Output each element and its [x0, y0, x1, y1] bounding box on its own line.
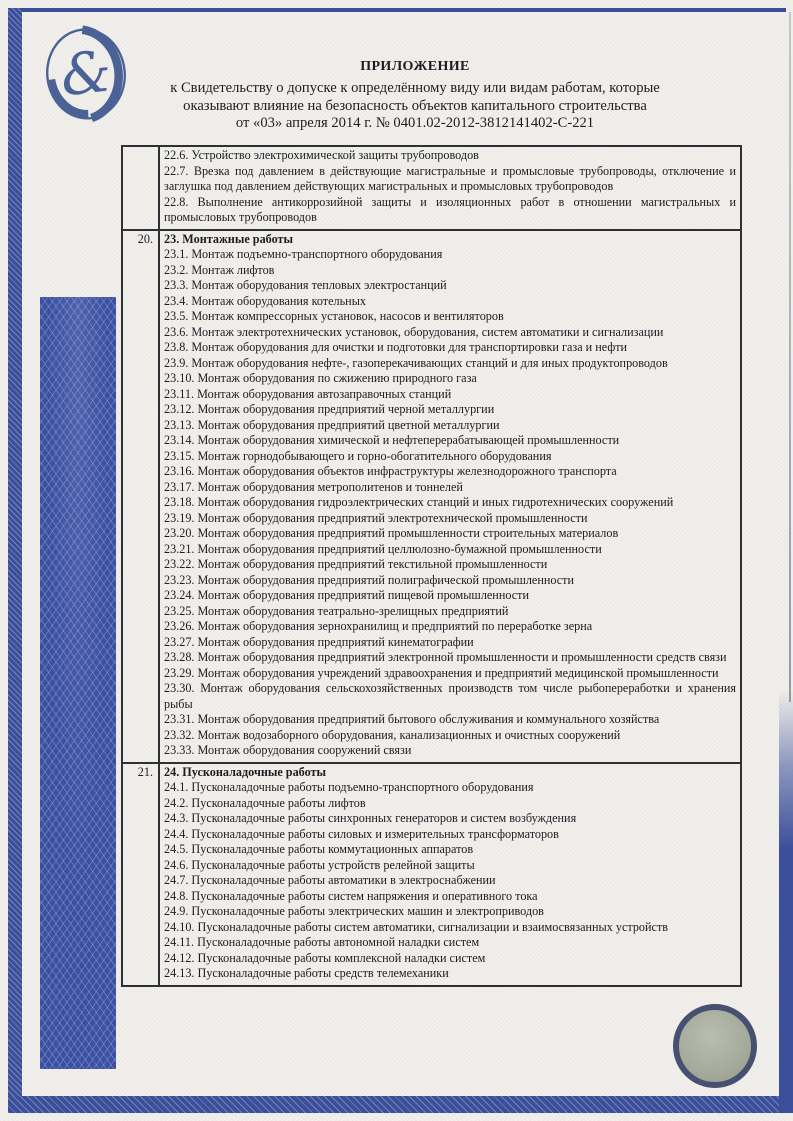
work-item: 23.5. Монтаж компрессорных установок, насосов и вентиляторов [164, 309, 504, 323]
work-item: 23.3. Монтаж оборудования тепловых электростанций [164, 278, 447, 292]
row-number [123, 147, 160, 229]
scan-edge-line [789, 12, 791, 702]
work-item: 23.27. Монтаж оборудования предприятий кинематографии [164, 634, 474, 649]
work-item: 23.25. Монтаж оборудования театрально-зрелищных предприятий [164, 603, 509, 618]
work-item: 23.12. Монтаж оборудования предприятий черной металлургии [164, 402, 495, 416]
work-item: 22.6. Устройство электрохимической защиты трубопроводов [164, 148, 479, 162]
work-item-list [164, 780, 736, 982]
work-item: 22.8. Выполнение антикоррозийной защиты и изоляционных работ в отношении магистральных и промысловых трубопроводов [164, 194, 736, 224]
work-item: 24.7. Пусконаладочные работы автоматики в электроснабжении [164, 873, 496, 887]
work-item: 23.20. Монтаж оборудования предприятий промышленности строительных материалов [164, 526, 619, 540]
work-item: 23.33. Монтаж оборудования сооружений связи [164, 743, 412, 757]
work-item: 24.9. Пусконаладочные работы электрических машин и электроприводов [164, 904, 544, 918]
work-item: 23.10. Монтаж оборудования по сжижению природного газа [164, 371, 477, 385]
work-item: 24.6. Пусконаладочные работы устройств релейной защиты [164, 857, 475, 872]
work-item: 23.21. Монтаж оборудования предприятий целлюлозно-бумажной промышленности [164, 541, 602, 556]
section-heading: 24. Пусконаладочные работы [164, 764, 327, 779]
page-border-right [779, 690, 793, 1113]
page-border-top [22, 8, 786, 12]
work-item: 22.7. Врезка под давлением в действующие магистральные и промысловые трубопроводы, отключение и заглушка под давлением действующих магистральных и промысловых трубопроводов [164, 163, 736, 193]
header-line: к Свидетельству о допуске к определённому виду или видам работам, которые [170, 80, 660, 96]
work-item: 23.16. Монтаж оборудования объектов инфраструктуры железнодорожного транспорта [164, 464, 617, 478]
work-item: 23.18. Монтаж оборудования гидроэлектрических станций и иных гидротехнических сооружений [164, 495, 674, 509]
page-border-bottom [8, 1096, 793, 1113]
works-table [121, 145, 742, 987]
work-item: 23.1. Монтаж подъемно-транспортного оборудования [164, 247, 443, 261]
page-border-left [8, 8, 22, 1108]
document-header [130, 58, 700, 133]
seal-stamp [673, 1004, 757, 1088]
work-item: 24.3. Пусконаладочные работы синхронных генераторов и систем возбуждения [164, 811, 577, 825]
row-number: 20. [123, 231, 160, 762]
work-item-list [164, 247, 736, 759]
row-number: 21. [123, 764, 160, 985]
work-item: 23.2. Монтаж лифтов [164, 262, 275, 277]
work-item: 24.11. Пусконаладочные работы автономной наладки систем [164, 935, 480, 949]
work-item: 23.19. Монтаж оборудования предприятий электротехнической промышленности [164, 510, 588, 525]
work-item: 23.4. Монтаж оборудования котельных [164, 293, 366, 308]
work-item: 23.22. Монтаж оборудования предприятий текстильной промышленности [164, 557, 548, 571]
work-item: 23.14. Монтаж оборудования химической и нефтеперерабатывающей промышленности [164, 433, 620, 447]
table-section-24 [123, 762, 740, 985]
section-content [160, 764, 740, 985]
work-item: 23.15. Монтаж горнодобывающего и горно-обогатительного оборудования [164, 448, 552, 463]
page-title: ПРИЛОЖЕНИЕ [360, 59, 470, 74]
organization-logo-icon [38, 23, 134, 125]
work-item: 24.2. Пусконаладочные работы лифтов [164, 795, 366, 810]
work-item: 23.17. Монтаж оборудования метрополитенов и тоннелей [164, 479, 463, 494]
work-item: 23.26. Монтаж оборудования зернохранилищ и предприятий по переработке зерна [164, 619, 593, 633]
logo-ampersand-glyph: & [57, 38, 115, 110]
work-item: 23.32. Монтаж водозаборного оборудования, канализационных и очистных сооружений [164, 727, 621, 742]
section-heading: 23. Монтажные работы [164, 231, 294, 246]
work-item: 23.11. Монтаж оборудования автозаправочных станций [164, 386, 452, 401]
header-line: от «03» апреля 2014 г. № 0401.02-2012-3812141402-С-221 [235, 115, 595, 132]
table-section-22 [123, 147, 740, 229]
work-item: 23.31. Монтаж оборудования предприятий бытового обслуживания и коммунального хозяйства [164, 712, 660, 726]
section-content [160, 231, 740, 762]
work-item: 23.30. Монтаж оборудования сельскохозяйственных производств том числе рыбопереработки и хранения рыбы [164, 681, 736, 711]
work-item: 23.13. Монтаж оборудования предприятий цветной металлургии [164, 417, 500, 432]
work-item: 24.1. Пусконаладочные работы подъемно-транспортного оборудования [164, 780, 534, 794]
work-item: 23.9. Монтаж оборудования нефте-, газоперекачивающих станций и для иных продуктопроводов [164, 355, 668, 370]
work-item: 24.13. Пусконаладочные работы средств телемеханики [164, 966, 449, 980]
work-item: 23.28. Монтаж оборудования предприятий электронной промышленности и промышленности средств связи [164, 650, 727, 664]
section-content [160, 147, 740, 229]
header-line: оказывают влияние на безопасность объектов капитального строительства [183, 97, 647, 114]
work-item: 23.23. Монтаж оборудования предприятий полиграфической промышленности [164, 572, 575, 587]
work-item: 24.5. Пусконаладочные работы коммутационных аппаратов [164, 842, 474, 856]
guilloche-band [40, 297, 116, 1069]
work-item: 23.6. Монтаж электротехнических установок, оборудования, систем автоматики и сигнализации [164, 324, 664, 339]
table-section-23 [123, 229, 740, 762]
work-item: 23.24. Монтаж оборудования предприятий пищевой промышленности [164, 588, 530, 602]
work-item: 23.29. Монтаж оборудования учреждений здравоохранения и предприятий медицинской промышленности [164, 665, 719, 680]
work-item-list [164, 148, 736, 226]
work-item: 24.12. Пусконаладочные работы комплексной наладки систем [164, 950, 486, 965]
work-item: 24.8. Пусконаладочные работы систем напряжения и оперативного тока [164, 888, 538, 903]
work-item: 24.10. Пусконаладочные работы систем автоматики, сигнализации и взаимосвязанных устройств [164, 919, 669, 934]
work-item: 24.4. Пусконаладочные работы силовых и измерительных трансформаторов [164, 826, 559, 841]
work-item: 23.8. Монтаж оборудования для очистки и подготовки для транспортировки газа и нефти [164, 340, 628, 354]
